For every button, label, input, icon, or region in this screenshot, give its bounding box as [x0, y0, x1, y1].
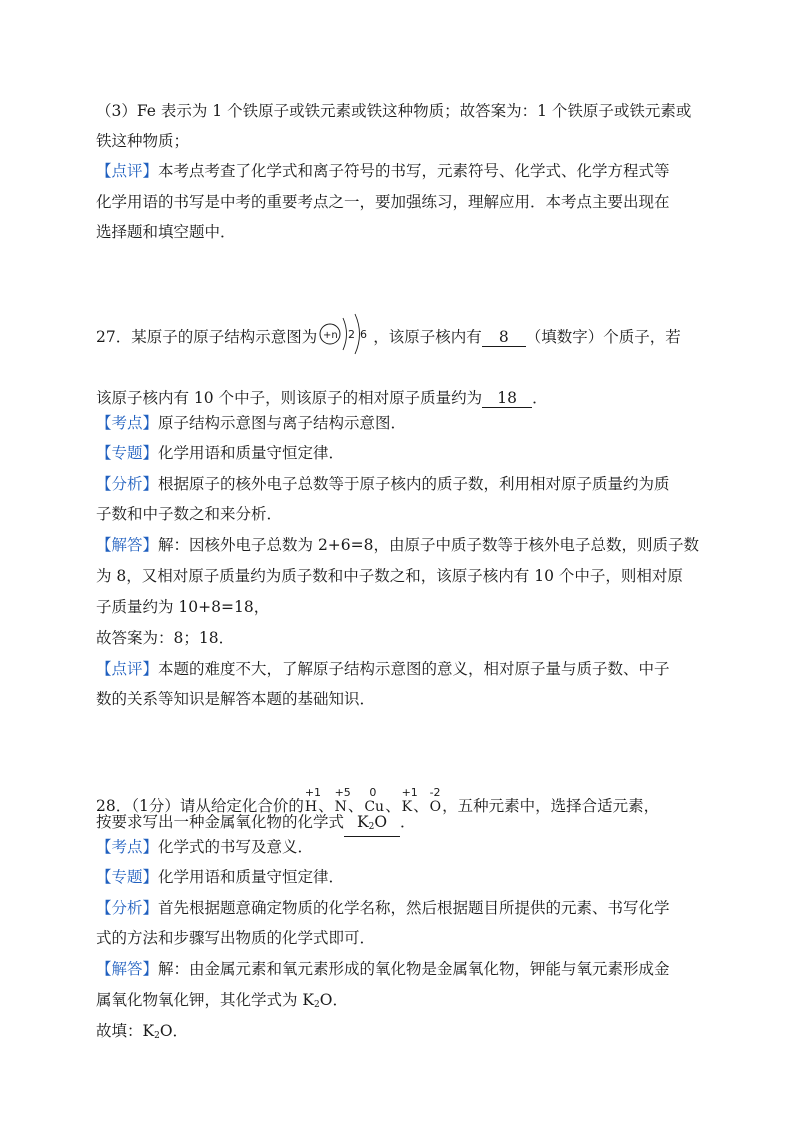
text-line: 数的关系等知识是解答本题的基础知识． [96, 690, 376, 708]
valence-label: +1 [304, 786, 322, 799]
answer-o: O [374, 813, 388, 831]
q28-topic [96, 867, 344, 887]
q27-analysis [96, 474, 670, 494]
separator: 、 [385, 797, 401, 815]
comment-text: 本考点考查了化学式和离子符号的书写，元素符号、化学式、化学方程式等 [158, 162, 670, 180]
diagram-shell-1-count: 2 [348, 328, 356, 341]
element-symbol: Cu [364, 799, 385, 815]
q27-topic [96, 443, 344, 463]
text-line: 选择题和填空题中． [96, 223, 236, 241]
q28-line-2 [96, 812, 416, 837]
text-line: 为 8，又相对原子质量约为质子数和中子数之和，该原子核内有 10 个中子，则相对原 [96, 567, 683, 585]
subscript: 2 [314, 1000, 320, 1010]
element-symbol: K [401, 799, 413, 815]
analysis-text: 根据原子的核外电子总数等于原子核内的质子数，利用相对原子质量约为质 [158, 475, 670, 493]
separator: 、 [318, 797, 334, 815]
q27-answer-blank-2: 18 [482, 389, 532, 408]
tag-topic: 【专题】 [96, 868, 159, 886]
text-line: 铁这种物质； [96, 132, 190, 150]
tag-topic: 【专题】 [96, 444, 159, 462]
solution-text-end: O． [319, 991, 348, 1009]
q28-analysis [96, 898, 670, 918]
text-line: 化学用语的书写是中考的重要考点之一，要加强练习，理解应用．本考点主要出现在 [96, 193, 670, 211]
valence-label: +5 [334, 786, 351, 799]
text-line: 子质量约为 10+8=18， [96, 598, 270, 616]
q27-exam-point [96, 413, 406, 433]
valence-label: +1 [401, 786, 418, 799]
solution-text: 解：由金属元素和氧元素形成的氧化物是金属氧化物，钾能与氧元素形成金 [158, 960, 670, 978]
q28-post: ，五种元素中，选择合适元素， [442, 797, 660, 815]
tag-solution: 【解答】 [96, 536, 159, 554]
q28-line-2-text: 按要求写出一种金属氧化物的化学式 [96, 813, 345, 831]
q28-answer-blank [344, 813, 400, 837]
q27-line-2 [96, 388, 548, 408]
element-symbol: O [429, 799, 442, 815]
tag-comment: 【点评】 [96, 660, 159, 678]
element-symbol: H [304, 799, 318, 815]
topic-text: 化学用语和质量守恒定律． [158, 444, 345, 462]
exam-point-text: 原子结构示意图与离子结构示意图． [158, 414, 407, 432]
q27-line-2-end: ． [532, 389, 548, 407]
text-line: 子数和中子数之和来分析． [96, 505, 283, 523]
tag-analysis: 【分析】 [96, 899, 159, 917]
q28-prefix: 28．（1分）请从给定化合价的 [96, 797, 304, 815]
fill-answer-text: 故填：K [96, 1022, 155, 1040]
comment-text: 本题的难度不大，了解原子结构示意图的意义，相对原子量与质子数、中子 [158, 660, 670, 678]
text-line: 式的方法和步骤写出物质的化学式即可． [96, 929, 376, 947]
exam-point-text: 化学式的书写及意义． [158, 838, 314, 856]
q28-fill-answer [96, 1021, 188, 1046]
answer-subscript: 2 [368, 822, 375, 832]
comment-paragraph [96, 161, 670, 181]
separator: 、 [413, 797, 429, 815]
solution-text: 属氧化物氧化钾，其化学式为 K [96, 991, 315, 1009]
tag-comment: 【点评】 [96, 162, 159, 180]
tag-exam-point: 【考点】 [96, 414, 159, 432]
element-symbol: N [334, 799, 347, 815]
tag-exam-point: 【考点】 [96, 838, 159, 856]
fill-answer-end: O． [159, 1022, 189, 1040]
valence-label: -2 [429, 786, 441, 799]
text-line: （3）Fe 表示为 1 个铁原子或铁元素或铁这种物质；故答案为：1 个铁原子或铁元素或 [96, 102, 692, 120]
q27-line-2-text: 该原子核内有 10 个中子，则该原子的相对原子质量约为 [96, 389, 483, 407]
tag-analysis: 【分析】 [96, 475, 159, 493]
question-27-stem [96, 326, 681, 347]
q27-comment [96, 659, 670, 679]
valence-element-o [429, 786, 442, 817]
diagram-shell-2-count: 6 [360, 328, 368, 341]
tag-solution: 【解答】 [96, 960, 159, 978]
separator: 、 [347, 797, 364, 815]
subscript: 2 [154, 1031, 160, 1041]
q27-solution [96, 535, 699, 555]
valence-label: 0 [369, 786, 377, 799]
q27-answer-line: 故答案为：8；18． [96, 629, 235, 647]
atomic-structure-diagram [319, 326, 371, 346]
diagram-nucleus-label: +n [323, 330, 338, 341]
topic-text: 化学用语和质量守恒定律． [158, 868, 345, 886]
q28-line-2-end: ． [400, 813, 416, 831]
answer-k: K [356, 813, 369, 831]
q28-exam-point [96, 837, 313, 857]
q28-solution [96, 959, 670, 979]
q27-mid: ，该原子核内有 [373, 328, 482, 346]
q27-answer-blank-1: 8 [482, 328, 526, 347]
q28-solution-line-2 [96, 990, 348, 1015]
q27-post: （填数字）个质子，若 [525, 328, 681, 346]
q27-prefix: 27．某原子的原子结构示意图为 [96, 328, 318, 346]
analysis-text: 首先根据题意确定物质的化学名称，然后根据题目所提供的元素、书写化学 [158, 899, 670, 917]
solution-text: 解：因核外电子总数为 2+6=8，由原子中质子数等于核外电子总数，则质子数 [158, 536, 700, 554]
